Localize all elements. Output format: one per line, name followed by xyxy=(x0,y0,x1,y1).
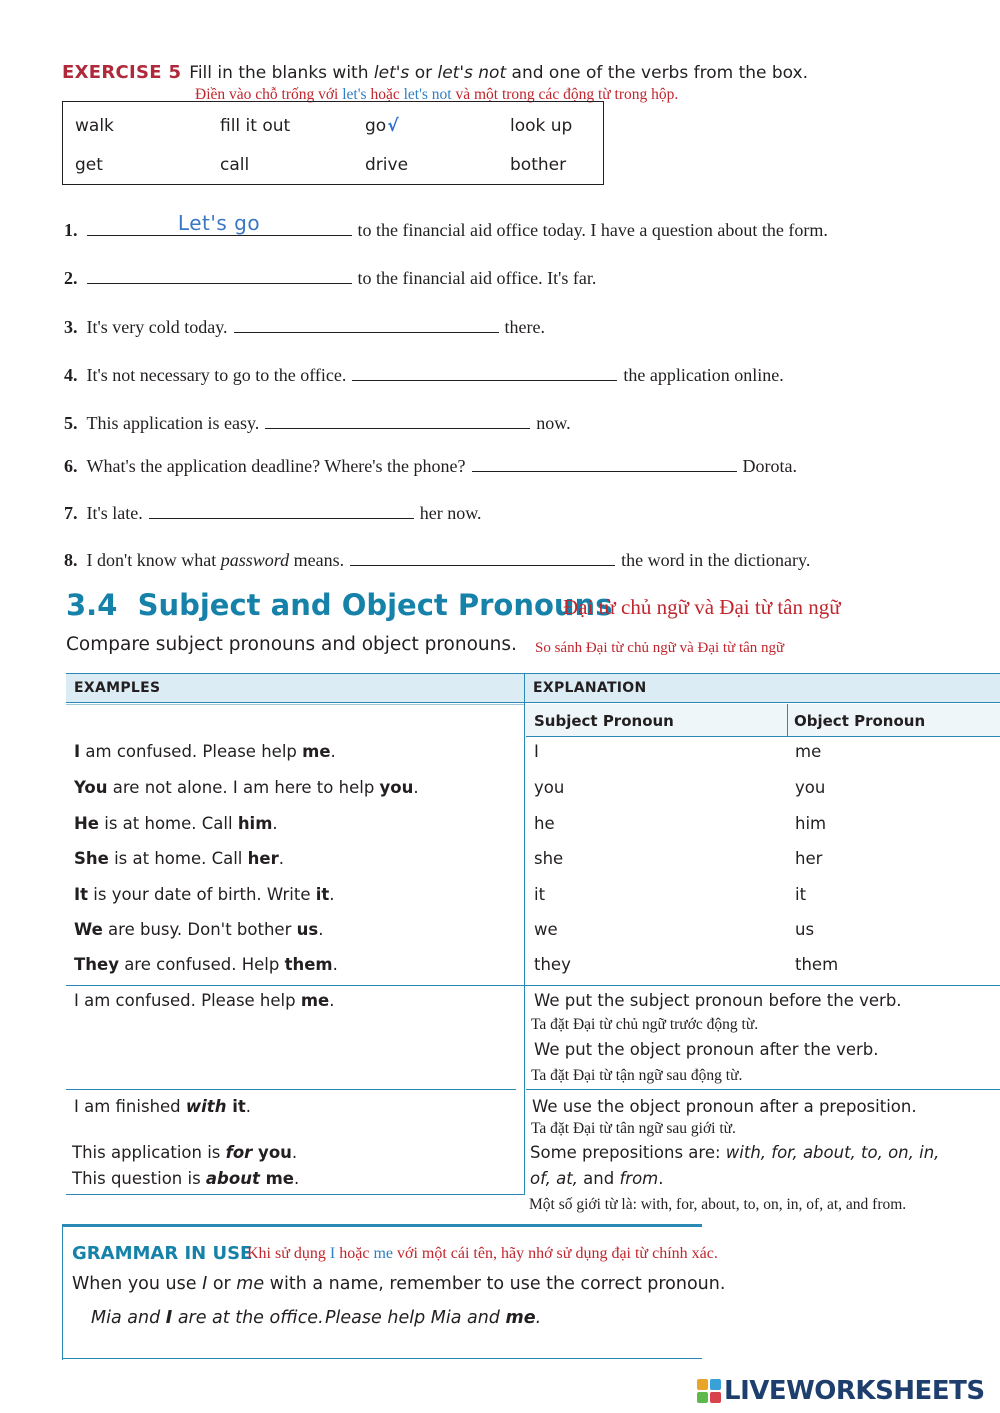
section-title: 3.4 Subject and Object Pronouns xyxy=(66,588,613,622)
preposition-list-line-1: Some prepositions are: with, for, about, to, on, in, xyxy=(530,1143,940,1162)
preposition-list-line-2: of, at, and from. xyxy=(530,1169,664,1188)
example-row: They are confused. Help them. xyxy=(74,955,338,974)
answer-blank-7[interactable] xyxy=(149,500,414,519)
example-verb-position: I am confused. Please help me. xyxy=(74,991,335,1010)
exercise-item-7: 7. It's late. her now. xyxy=(64,500,482,524)
row-divider xyxy=(66,985,1000,986)
explanation-subject-vietnamese: Ta đặt Đại từ chủ ngữ trước động từ. xyxy=(531,1016,759,1033)
subheader-subject-pronoun: Subject Pronoun xyxy=(534,712,674,730)
object-pronoun-cell: you xyxy=(795,778,826,797)
explanation-object: We put the object pronoun after the verb. xyxy=(534,1040,879,1059)
section-subtitle-vietnamese: So sánh Đại từ chủ ngữ và Đại từ tân ngữ xyxy=(535,640,785,656)
explanation-preposition: We use the object pronoun after a preposition. xyxy=(532,1097,917,1116)
grammar-box-bottom-rule xyxy=(62,1358,702,1359)
exercise-item-2: 2. to the financial aid office. It's far. xyxy=(64,265,596,289)
grammar-example-2: Please help Mia and me. xyxy=(325,1308,542,1328)
row-divider-bottom xyxy=(66,1194,524,1195)
grammar-example-1: Mia and I are at the office. xyxy=(91,1308,324,1328)
table-subheader xyxy=(526,704,1000,736)
subheader-rule xyxy=(526,736,1000,737)
exercise-instruction-vietnamese: Điền vào chỗ trống với let's hoặc let's not và một trong các động từ trong hộp. xyxy=(195,86,679,103)
explanation-subject: We put the subject pronoun before the verb. xyxy=(534,991,902,1010)
verb-option: fill it out xyxy=(220,116,291,136)
answer-blank-3[interactable] xyxy=(234,314,499,333)
answer-blank-8[interactable] xyxy=(350,547,615,566)
exercise-item-8: 8. I don't know what password means. the word in the dictionary. xyxy=(64,547,810,571)
object-pronoun-cell: them xyxy=(795,955,839,974)
exercise-item-4: 4. It's not necessary to go to the office. the application online. xyxy=(64,362,784,386)
verb-option: drive xyxy=(365,155,409,175)
row-divider-right xyxy=(526,1089,1000,1090)
subheader-divider xyxy=(787,704,788,736)
verb-option: get xyxy=(75,155,103,175)
verb-option: walk xyxy=(75,116,114,136)
explanation-preposition-vietnamese: Ta đặt Đại từ tân ngữ sau giới từ. xyxy=(531,1120,736,1137)
exercise-label: EXERCISE 5 xyxy=(62,62,182,83)
example-preposition-2: This application is for you. xyxy=(72,1143,298,1162)
answer-blank-6[interactable] xyxy=(472,453,737,472)
exercise-item-6: 6. What's the application deadline? Where's the phone? Dorota. xyxy=(64,453,797,477)
verb-option: look up xyxy=(510,116,573,136)
example-row: I am confused. Please help me. xyxy=(74,742,336,761)
subject-pronoun-cell: you xyxy=(534,778,565,797)
answer-blank-4[interactable] xyxy=(352,362,617,381)
subject-pronoun-cell: we xyxy=(534,920,558,939)
object-pronoun-cell: me xyxy=(795,742,822,761)
exercise-instruction: Fill in the blanks with let's or let's not and one of the verbs from the box. xyxy=(189,63,809,83)
verb-box xyxy=(62,101,604,185)
column-header-explanation: EXPLANATION xyxy=(533,680,647,696)
example-row: He is at home. Call him. xyxy=(74,814,278,833)
example-row: We are busy. Don't bother us. xyxy=(74,920,324,939)
subject-pronoun-cell: she xyxy=(534,849,564,868)
verb-option: call xyxy=(220,155,250,175)
object-pronoun-cell: him xyxy=(795,814,827,833)
row-divider-left xyxy=(66,1089,516,1090)
answer-blank-2[interactable] xyxy=(87,265,352,284)
subject-pronoun-cell: I xyxy=(534,742,539,761)
example-row: You are not alone. I am here to help you. xyxy=(74,778,419,797)
object-pronoun-cell: us xyxy=(795,920,815,939)
answer-text[interactable]: Let's go xyxy=(177,211,261,235)
object-pronoun-cell: it xyxy=(795,885,807,904)
verb-option: bother xyxy=(510,155,567,175)
header-rule xyxy=(66,704,524,705)
logo-text: LIVEWORKSHEETS xyxy=(724,1376,985,1406)
checkmark-icon: √ xyxy=(387,116,399,136)
preposition-list-vietnamese: Một số giới từ là: with, for, about, to, on, in, of, at, and from. xyxy=(529,1196,907,1213)
subject-pronoun-cell: it xyxy=(534,885,546,904)
grammar-box-top-rule xyxy=(62,1224,702,1227)
answer-blank-1[interactable] xyxy=(87,211,352,236)
column-divider xyxy=(524,673,525,1195)
column-header-examples: EXAMPLES xyxy=(74,680,161,696)
exercise-item-1: 1. Let's go to the financial aid office today. I have a question about the form. xyxy=(64,211,828,240)
example-preposition-1: I am finished with it. xyxy=(74,1097,251,1116)
table-header xyxy=(66,673,1000,703)
example-preposition-3: This question is about me. xyxy=(72,1169,300,1188)
subject-pronoun-cell: he xyxy=(534,814,555,833)
grammar-rule: When you use I or me with a name, remember to use the correct pronoun. xyxy=(72,1274,726,1294)
grammar-title: GRAMMAR IN USE xyxy=(72,1243,253,1264)
example-row: It is your date of birth. Write it. xyxy=(74,885,335,904)
explanation-object-vietnamese: Ta đặt Đại từ tận ngữ sau động từ. xyxy=(531,1067,743,1084)
subheader-object-pronoun: Object Pronoun xyxy=(794,712,926,730)
logo-icon xyxy=(696,1378,722,1404)
verb-option-used: go√ xyxy=(365,116,399,136)
liveworksheets-logo xyxy=(696,1376,985,1406)
section-title-vietnamese: Đại từ chủ ngữ và Đại từ tân ngữ xyxy=(563,595,841,619)
exercise-title xyxy=(62,62,808,83)
object-pronoun-cell: her xyxy=(795,849,823,868)
grammar-title-vietnamese: Khi sử dụng I hoặc me với một cái tên, hãy nhớ sử dụng đại từ chính xác. xyxy=(247,1245,718,1262)
section-subtitle: Compare subject pronouns and object pronouns. xyxy=(66,634,517,655)
exercise-item-5: 5. This application is easy. now. xyxy=(64,410,571,434)
subject-pronoun-cell: they xyxy=(534,955,571,974)
exercise-item-3: 3. It's very cold today. there. xyxy=(64,314,545,338)
answer-blank-5[interactable] xyxy=(265,410,530,429)
example-row: She is at home. Call her. xyxy=(74,849,284,868)
